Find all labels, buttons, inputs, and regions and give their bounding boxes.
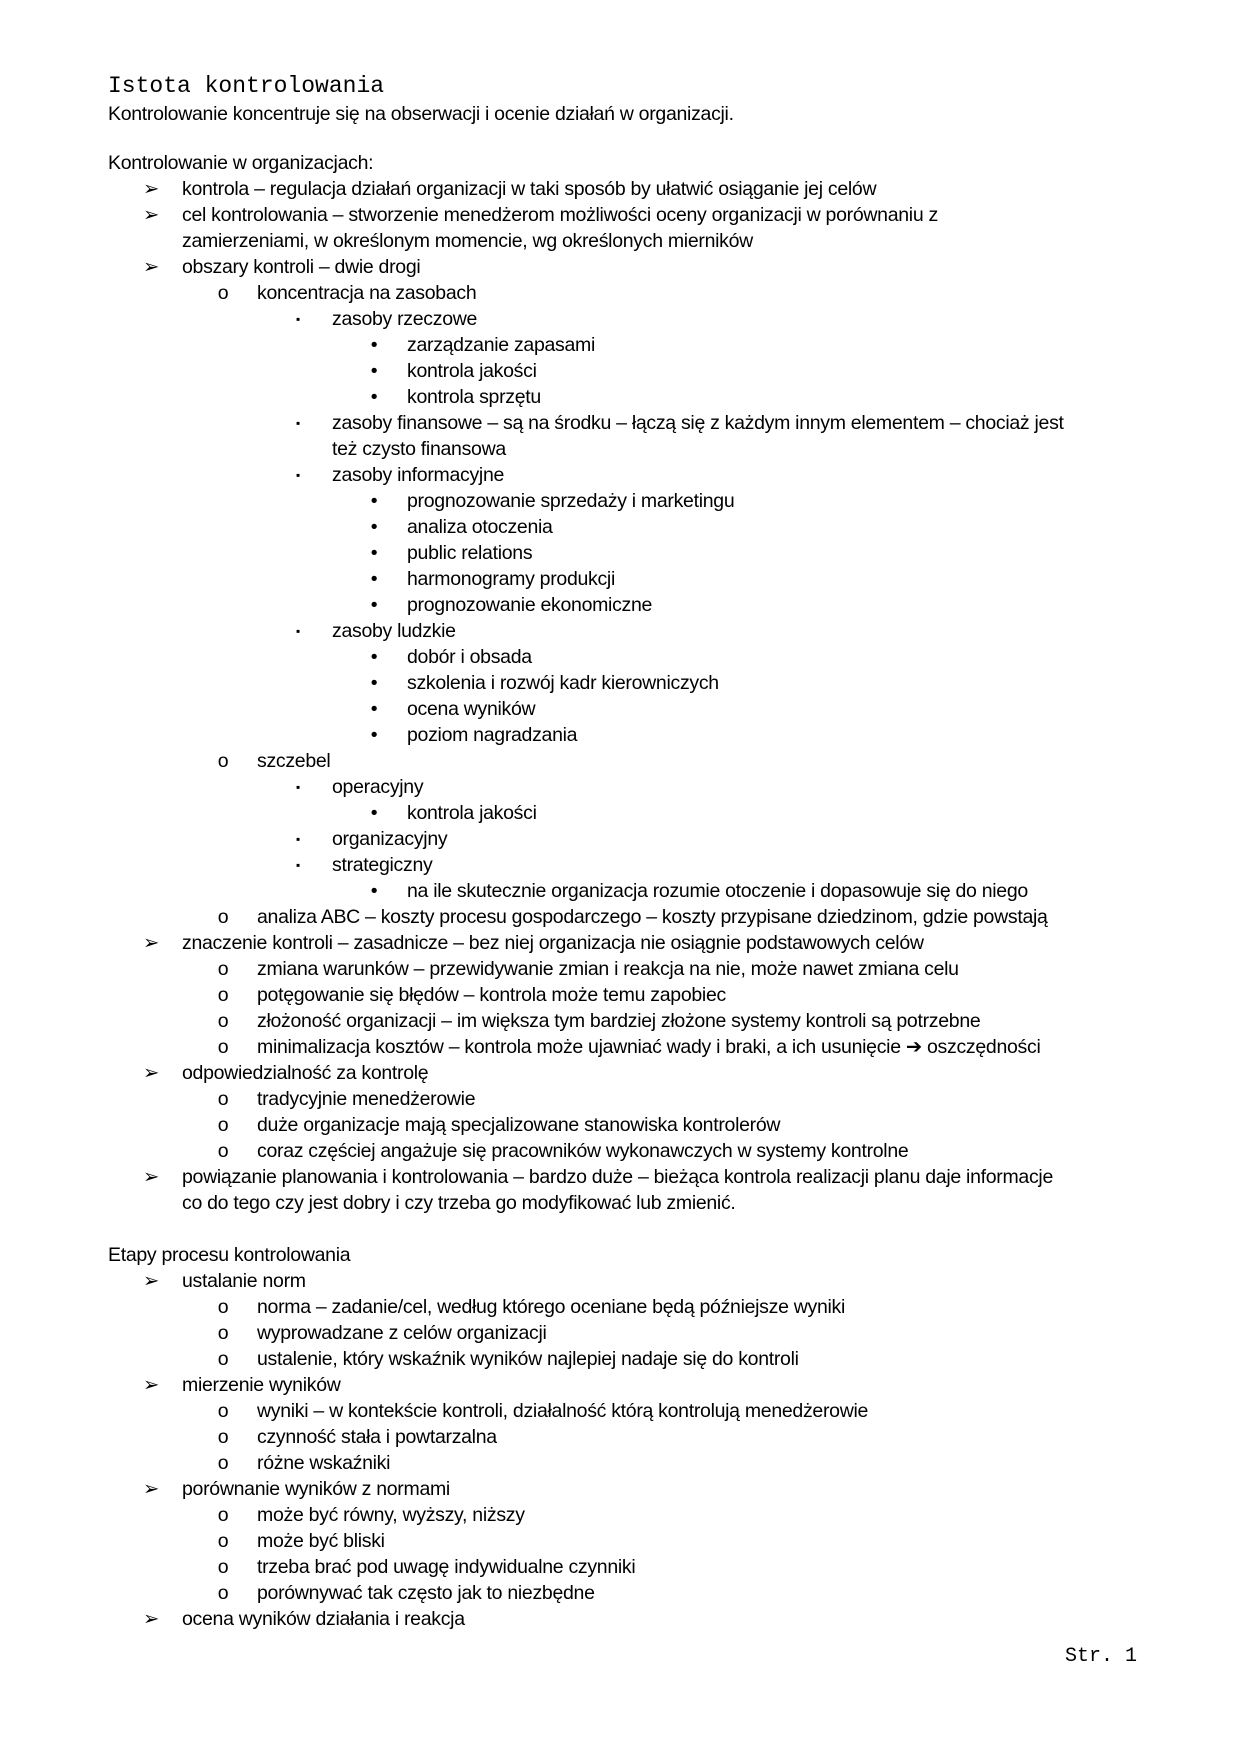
list-item (0, 1450, 1240, 1476)
circle-bullet-icon: o (217, 1036, 229, 1058)
circle-bullet-icon: o (217, 1400, 229, 1422)
square-bullet-icon: ▪ (296, 780, 300, 794)
list-item (0, 852, 1240, 878)
list-item-text: znaczenie kontroli – zasadnicze – bez niej organizacja nie osiągnie podstawowych celów (182, 932, 924, 954)
list-item-text: zmiana warunków – przewidywanie zmian i reakcja na nie, może nawet zmiana celu (257, 958, 959, 980)
dot-bullet-icon: • (370, 724, 378, 746)
list-item-text: harmonogramy produkcji (407, 568, 615, 590)
list-item-text: mierzenie wyników (182, 1374, 341, 1396)
dot-bullet-icon: • (370, 334, 378, 356)
circle-bullet-icon: o (217, 1582, 229, 1604)
list-item (0, 1580, 1240, 1606)
list-item (0, 826, 1240, 852)
list-item-text: potęgowanie się błędów – kontrola może temu zapobiec (257, 984, 726, 1006)
dot-bullet-icon: • (370, 672, 378, 694)
circle-bullet-icon: o (217, 958, 229, 980)
list-item (0, 1554, 1240, 1580)
list-item-text: strategiczny (332, 854, 433, 876)
list-item (0, 1190, 1240, 1216)
page-number: Str. 1 (1064, 1645, 1137, 1668)
circle-bullet-icon: o (217, 1556, 229, 1578)
section-heading (0, 1216, 1240, 1242)
list-item (0, 514, 1240, 540)
list-item-text: złożoność organizacji – im większa tym bardziej złożone systemy kontroli są potrzebne (257, 1010, 981, 1032)
list-item-text: ustalanie norm (182, 1270, 306, 1292)
list-item (0, 982, 1240, 1008)
list-item-text: zamierzeniami, w określonym momencie, wg określonych mierników (182, 230, 753, 252)
list-item (0, 488, 1240, 514)
list-item-text: zarządzanie zapasami (407, 334, 596, 356)
list-item (0, 1138, 1240, 1164)
list-item-text: norma – zadanie/cel, według którego oceniane będą późniejsze wyniki (257, 1296, 846, 1318)
list-item (0, 696, 1240, 722)
list-item-text: Kontrolowanie w organizacjach: (108, 152, 374, 174)
circle-bullet-icon: o (217, 1140, 229, 1162)
list-item (0, 592, 1240, 618)
list-item-text: powiązanie planowania i kontrolowania – bardzo duże – bieżąca kontrola realizacji planu daje informacje (182, 1166, 1053, 1188)
arrow-bullet-icon: ➢ (142, 204, 160, 226)
circle-bullet-icon: o (217, 906, 229, 928)
list-item-text: organizacyjny (332, 828, 448, 850)
list-item-text: analiza otoczenia (407, 516, 553, 538)
list-item (0, 774, 1240, 800)
list-item (0, 1008, 1240, 1034)
list-item-text: analiza ABC – koszty procesu gospodarczego – koszty przypisane dziedzinom, gdzie powstają (257, 906, 1048, 928)
dot-bullet-icon: • (370, 698, 378, 720)
circle-bullet-icon: o (217, 1322, 229, 1344)
dot-bullet-icon: • (370, 360, 378, 382)
circle-bullet-icon: o (217, 282, 229, 304)
list-item (0, 540, 1240, 566)
list-item (0, 358, 1240, 384)
list-item (0, 644, 1240, 670)
section-heading (0, 1242, 1240, 1268)
list-item-text: porównanie wyników z normami (182, 1478, 450, 1500)
dot-bullet-icon: • (370, 594, 378, 616)
circle-bullet-icon: o (217, 1296, 229, 1318)
document-title: Istota kontrolowania (108, 73, 385, 99)
list-item-text: kontrola jakości (407, 802, 537, 824)
list-item-text: wyprowadzane z celów organizacji (257, 1322, 547, 1344)
square-bullet-icon: ▪ (296, 416, 300, 430)
arrow-bullet-icon: ➢ (142, 1478, 160, 1500)
circle-bullet-icon: o (217, 1010, 229, 1032)
list-item-text: prognozowanie ekonomiczne (407, 594, 653, 616)
section-heading (0, 150, 1240, 176)
circle-bullet-icon: o (217, 1348, 229, 1370)
dot-bullet-icon: • (370, 542, 378, 564)
arrow-bullet-icon: ➢ (142, 932, 160, 954)
list-item-text: szczebel (257, 750, 331, 772)
circle-bullet-icon: o (217, 984, 229, 1006)
list-item-text: wyniki – w kontekście kontroli, działalność którą kontrolują menedżerowie (257, 1400, 869, 1422)
list-item (0, 1112, 1240, 1138)
circle-bullet-icon: o (217, 1504, 229, 1526)
list-item-text: public relations (407, 542, 533, 564)
list-item (0, 904, 1240, 930)
circle-bullet-icon: o (217, 1426, 229, 1448)
list-item (0, 176, 1240, 202)
list-item-text: ustalenie, który wskaźnik wyników najlepiej nadaje się do kontroli (257, 1348, 799, 1370)
list-item-text: zasoby informacyjne (332, 464, 505, 486)
list-item-text: może być bliski (257, 1530, 385, 1552)
list-item-text: minimalizacja kosztów – kontrola może ujawniać wady i braki, a ich usunięcie ➔ oszczędności (257, 1036, 1041, 1058)
list-item (0, 1424, 1240, 1450)
circle-bullet-icon: o (217, 750, 229, 772)
list-item-text: tradycyjnie menedżerowie (257, 1088, 476, 1110)
circle-bullet-icon: o (217, 1114, 229, 1136)
list-item-text: zasoby finansowe – są na środku – łączą się z każdym innym elementem – chociaż jest (332, 412, 1064, 434)
square-bullet-icon: ▪ (296, 312, 300, 326)
circle-bullet-icon: o (217, 1088, 229, 1110)
list-item-text: ocena wyników (407, 698, 536, 720)
square-bullet-icon: ▪ (296, 468, 300, 482)
list-item (0, 1372, 1240, 1398)
list-item (0, 436, 1240, 462)
list-item (0, 384, 1240, 410)
list-item (0, 1346, 1240, 1372)
list-item-text: na ile skutecznie organizacja rozumie otoczenie i dopasowuje się do niego (407, 880, 1028, 902)
list-item (0, 1398, 1240, 1424)
list-item (0, 1294, 1240, 1320)
list-item (0, 748, 1240, 774)
list-item (0, 1086, 1240, 1112)
list-item-text: zasoby ludzkie (332, 620, 456, 642)
arrow-bullet-icon: ➢ (142, 1608, 160, 1630)
list-item-text: kontrola jakości (407, 360, 537, 382)
list-item (0, 670, 1240, 696)
list-item (0, 1320, 1240, 1346)
arrow-bullet-icon: ➢ (142, 178, 160, 200)
list-item-text: cel kontrolowania – stworzenie menedżerom możliwości oceny organizacji w porównaniu z (182, 204, 938, 226)
list-item-text: co do tego czy jest dobry i czy trzeba go modyfikować lub zmienić. (182, 1192, 736, 1214)
list-item-text: Etapy procesu kontrolowania (108, 1244, 351, 1266)
list-item-text: ocena wyników działania i reakcja (182, 1608, 465, 1630)
list-item (0, 956, 1240, 982)
dot-bullet-icon: • (370, 490, 378, 512)
list-item (0, 202, 1240, 228)
intro-paragraph: Kontrolowanie koncentruje się na obserwacji i ocenie działań w organizacji. (108, 103, 734, 125)
dot-bullet-icon: • (370, 516, 378, 538)
list-item-text: kontrola sprzętu (407, 386, 541, 408)
list-item (0, 1268, 1240, 1294)
list-item-text: kontrola – regulacja działań organizacji w taki sposób by ułatwić osiąganie jej celów (182, 178, 877, 200)
list-item-text: czynność stała i powtarzalna (257, 1426, 497, 1448)
list-item-text: obszary kontroli – dwie drogi (182, 256, 421, 278)
list-item (0, 1164, 1240, 1190)
square-bullet-icon: ▪ (296, 858, 300, 872)
list-item (0, 618, 1240, 644)
list-item-text: trzeba brać pod uwagę indywidualne czynniki (257, 1556, 636, 1578)
list-item-text: prognozowanie sprzedaży i marketingu (407, 490, 735, 512)
list-item-text: dobór i obsada (407, 646, 532, 668)
list-item-text: szkolenia i rozwój kadr kierowniczych (407, 672, 719, 694)
arrow-bullet-icon: ➢ (142, 256, 160, 278)
list-item (0, 1528, 1240, 1554)
list-item-text: różne wskaźniki (257, 1452, 391, 1474)
circle-bullet-icon: o (217, 1530, 229, 1552)
list-item (0, 410, 1240, 436)
list-item (0, 566, 1240, 592)
list-item (0, 280, 1240, 306)
list-item-text: też czysto finansowa (332, 438, 506, 460)
list-item (0, 722, 1240, 748)
dot-bullet-icon: • (370, 880, 378, 902)
arrow-bullet-icon: ➢ (142, 1062, 160, 1084)
list-item-text: odpowiedzialność za kontrolę (182, 1062, 429, 1084)
dot-bullet-icon: • (370, 386, 378, 408)
list-item (0, 462, 1240, 488)
list-item (0, 1606, 1240, 1632)
list-item (0, 930, 1240, 956)
list-item (0, 306, 1240, 332)
list-item-text: poziom nagradzania (407, 724, 578, 746)
dot-bullet-icon: • (370, 646, 378, 668)
list-item-text: coraz częściej angażuje się pracowników wykonawczych w systemy kontrolne (257, 1140, 909, 1162)
outline-list (0, 150, 1240, 1632)
arrow-bullet-icon: ➢ (142, 1374, 160, 1396)
arrow-bullet-icon: ➢ (142, 1166, 160, 1188)
list-item (0, 1476, 1240, 1502)
list-item (0, 1034, 1240, 1060)
square-bullet-icon: ▪ (296, 624, 300, 638)
dot-bullet-icon: • (370, 568, 378, 590)
list-item (0, 878, 1240, 904)
list-item (0, 800, 1240, 826)
list-item (0, 254, 1240, 280)
circle-bullet-icon: o (217, 1452, 229, 1474)
list-item-text: koncentracja na zasobach (257, 282, 477, 304)
dot-bullet-icon: • (370, 802, 378, 824)
arrow-bullet-icon: ➢ (142, 1270, 160, 1292)
list-item (0, 1502, 1240, 1528)
square-bullet-icon: ▪ (296, 832, 300, 846)
list-item-text: duże organizacje mają specjalizowane stanowiska kontrolerów (257, 1114, 781, 1136)
list-item-text: operacyjny (332, 776, 424, 798)
list-item-text: porównywać tak często jak to niezbędne (257, 1582, 595, 1604)
list-item (0, 1060, 1240, 1086)
list-item-text: zasoby rzeczowe (332, 308, 478, 330)
list-item (0, 228, 1240, 254)
list-item-text: może być równy, wyższy, niższy (257, 1504, 525, 1526)
list-item (0, 332, 1240, 358)
